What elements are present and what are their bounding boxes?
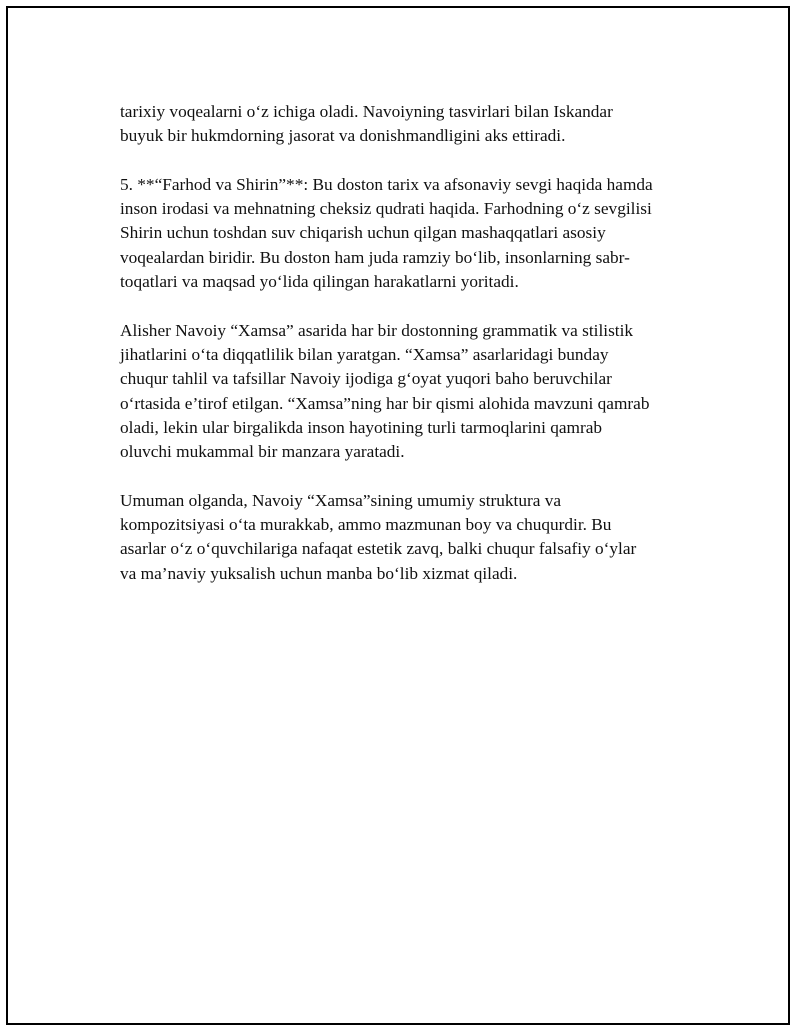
text-line: voqealardan biridir. Bu doston ham juda ramziy bo‘lib, insonlarning sabr- (120, 247, 630, 267)
text-line: tarixiy voqealarni o‘z ichiga oladi. Navoiyning tasvirlari bilan Iskandar (120, 102, 613, 121)
text-line: buyuk bir hukmdorning jasorat va donishmandligini aks ettiradi. (120, 126, 566, 146)
text-line: toqatlari va maqsad yo‘lida qilingan harakatlarni yoritadi. (120, 272, 519, 292)
text-line: Umuman olganda, Navoiy “Xamsa”sining umumiy struktura va (120, 490, 562, 510)
document-page (6, 6, 790, 1025)
text-line: 5. **“Farhod va Shirin”**: Bu doston tarix va afsonaviy sevgi haqida hamda (120, 174, 653, 194)
text-line: jihatlarini o‘ta diqqatlilik bilan yaratgan. “Xamsa” asarlaridagi bunday (120, 344, 609, 364)
text-line: o‘rtasida e’tirof etilgan. “Xamsa”ning har bir qismi alohida mavzuni qamrab (120, 393, 650, 413)
text-line: Alisher Navoiy “Xamsa” asarida har bir dostonning grammatik va stilistik (120, 320, 634, 340)
paragraph-iskandar-continuation (120, 100, 700, 149)
text-line: Shirin uchun toshdan suv chiqarish uchun qilgan mashaqqatlari asosiy (120, 223, 606, 243)
paragraph-farhod-va-shirin (120, 173, 700, 294)
text-line: asarlar o‘z o‘quvchilariga nafaqat estetik zavq, balki chuqur falsafiy o‘ylar (120, 539, 637, 559)
text-line: kompozitsiyasi o‘ta murakkab, ammo mazmunan boy va chuqurdir. Bu (120, 515, 612, 535)
document-body (120, 100, 700, 610)
paragraph-conclusion (120, 489, 700, 586)
text-line: oluvchi mukammal bir manzara yaratadi. (120, 442, 405, 462)
text-line: oladi, lekin ular birgalikda inson hayotining turli tarmoqlarini qamrab (120, 417, 603, 437)
paragraph-xamsa-stylistics (120, 319, 700, 465)
text-line: inson irodasi va mehnatning cheksiz qudrati haqida. Farhodning o‘z sevgilisi (120, 199, 652, 219)
text-line: va ma’naviy yuksalish uchun manba bo‘lib xizmat qiladi. (120, 563, 518, 583)
text-line: chuqur tahlil va tafsillar Navoiy ijodiga g‘oyat yuqori baho beruvchilar (120, 369, 612, 389)
